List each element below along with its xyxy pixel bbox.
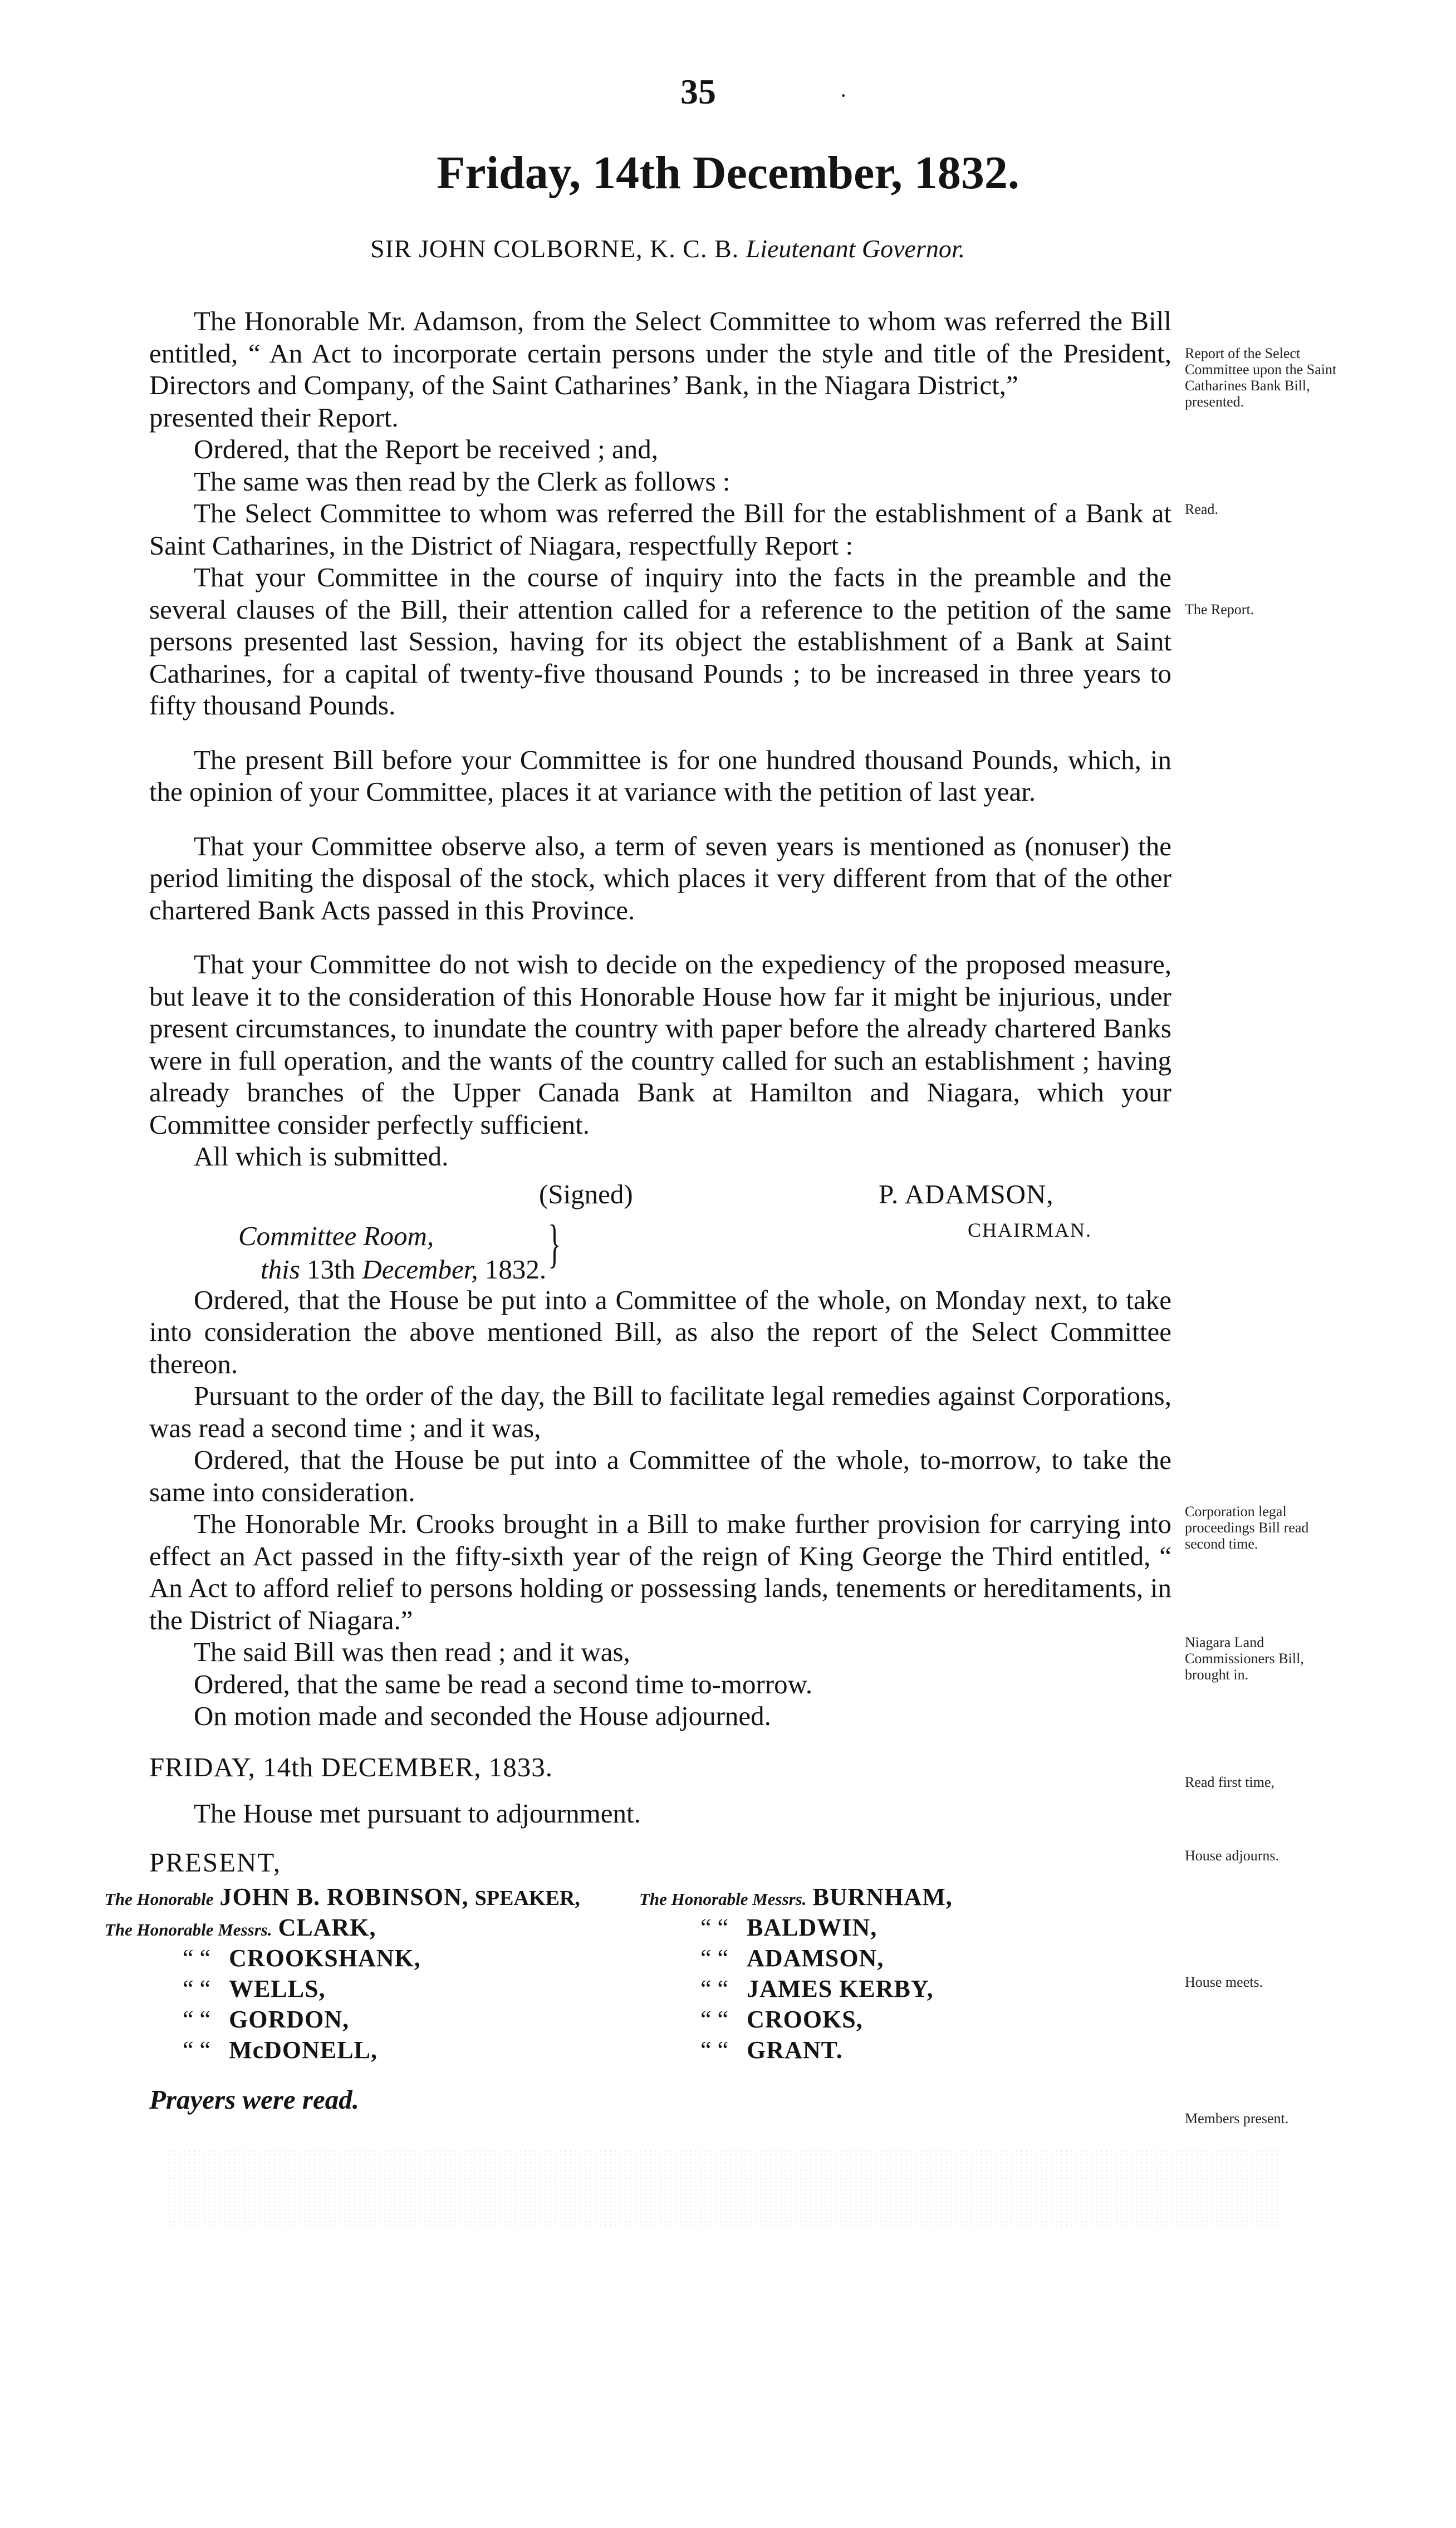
paragraph: The same was then read by the Clerk as follows : xyxy=(194,466,731,497)
member-row: The Honorable Messrs. BURNHAM, xyxy=(639,1883,953,1910)
document-body xyxy=(105,305,1171,2116)
governor-role: Lieutenant Governor. xyxy=(746,234,965,263)
member-row: “ “ CROOKS, xyxy=(700,2006,863,2033)
scan-speckle xyxy=(167,2149,1281,2227)
margin-note: House adjourns. xyxy=(1185,1848,1279,1864)
members-right-column xyxy=(639,1882,953,2065)
member-row: The Honorable JOHN B. ROBINSON, SPEAKER, xyxy=(105,1883,580,1910)
sitting-date: FRIDAY, 14th DECEMBER, 1833. xyxy=(149,1751,553,1782)
paragraph: All which is submitted. xyxy=(194,1141,449,1172)
paragraph: That your Committee in the course of inquiry into the facts in the preamble and the several clauses of the Bill, their attention called for a reference to the petition of the same persons presented last Session, having for its object the establishment of a Bank at Saint Catharines, for a capital of twenty-five thousand Pounds ; to be increased in three years to fifty thousand Pounds. xyxy=(149,562,1171,721)
member-row: “ “ GORDON, xyxy=(183,2006,350,2033)
paragraph: The said Bill was then read ; and it was, xyxy=(194,1637,630,1667)
paragraph: Ordered, that the House be put into a Committee of the whole, on Monday next, to take into consideration the above mentioned Bill, as also the report of the Select Committee thereon. xyxy=(149,1284,1171,1379)
signed-label: (Signed) xyxy=(539,1178,633,1209)
member-row: “ “ BALDWIN, xyxy=(700,1914,877,1941)
signatory-title: CHAIRMAN. xyxy=(968,1218,1092,1241)
margin-note: Read. xyxy=(1185,501,1218,517)
member-row: “ “ GRANT. xyxy=(700,2036,843,2064)
page-title: Friday, 14th December, 1832. xyxy=(437,147,1019,199)
governor-line xyxy=(370,234,965,263)
paragraph: Pursuant to the order of the day, the Bill to facilitate legal remedies against Corporations, was read a second time ; and it was, xyxy=(149,1380,1171,1443)
margin-note: Members present. xyxy=(1185,2110,1289,2127)
committee-room: Committee Room, xyxy=(238,1220,434,1251)
paragraph: That your Committee observe also, a term of seven years is mentioned as (nonuser) the period limiting the disposal of the stock, which places it very different from that of the other chartered Bank Acts passed in this Province. xyxy=(149,830,1171,925)
member-row: The Honorable Messrs. CLARK, xyxy=(105,1914,376,1941)
members-left-column xyxy=(105,1882,580,2065)
margin-note: Report of the Select Committee upon the Saint Catharines Bank Bill, presented. xyxy=(1185,345,1337,410)
member-row: “ “ CROOKSHANK, xyxy=(183,1944,421,1972)
margin-note: The Report. xyxy=(1185,601,1254,618)
prayers-line: Prayers were read. xyxy=(149,2084,359,2115)
paragraph: The Honorable Mr. Crooks brought in a Bill to make further provision for carrying into effect an Act passed in the fifty-sixth year of the reign of King George the Third entitled, “ An Act to afford relief to persons holding or possessing lands, tenements or hereditaments, in the District of Niagara.” xyxy=(149,1508,1171,1635)
signature-date: this 13th December, 1832. xyxy=(261,1253,547,1285)
member-row: “ “ JAMES KERBY, xyxy=(700,1975,934,2002)
margin-note: Corporation legal proceedings Bill read second time. xyxy=(1185,1503,1309,1552)
margin-note: House meets. xyxy=(1185,1974,1263,1990)
member-row: “ “ WELLS, xyxy=(183,1975,326,2002)
governor-name: SIR JOHN COLBORNE, K. C. B. xyxy=(370,234,739,263)
signature-block xyxy=(149,1173,1171,1284)
paragraph: That your Committee do not wish to decide on the expediency of the proposed measure, but leave it to the consideration of this Honorable House how far it might be injurious, under present circumstances, to inundate the country with paper before the already chartered Banks were in full operation, and the wants of the country called for such an establishment ; having already branches of the Upper Canada Bank at Hamilton and Niagara, which your Committee consider perfectly sufficient. xyxy=(149,949,1171,1140)
margin-note: Niagara Land Commissioners Bill, brought in. xyxy=(1185,1634,1304,1683)
paragraph: The Honorable Mr. Adamson, from the Select Committee to whom was referred the Bill entitled, “ An Act to incorporate certain persons under the style and title of the President, Directors and Company, of the Saint Catharines’ Bank, in the Niagara District,” xyxy=(149,306,1171,400)
present-heading: PRESENT, xyxy=(149,1846,281,1878)
page-mark: · xyxy=(840,83,847,108)
paragraph: The Select Committee to whom was referred the Bill for the establishment of a Bank at Saint Catharines, in the District of Niagara, respectfully Report : xyxy=(149,498,1171,561)
paragraph: presented their Report. xyxy=(149,401,399,433)
margin-note: Read first time, xyxy=(1185,1774,1275,1790)
paragraph: Ordered, that the House be put into a Committee of the whole, to-morrow, to take the same into consideration. xyxy=(149,1444,1171,1507)
page-number: 35 xyxy=(680,72,716,111)
paragraph: The House met pursuant to adjournment. xyxy=(194,1798,641,1829)
member-row: “ “ ADAMSON, xyxy=(700,1944,884,1972)
member-row: “ “ McDONELL, xyxy=(183,2036,378,2064)
members-list xyxy=(105,1882,1171,2074)
paragraph: The present Bill before your Committee is for one hundred thousand Pounds, which, in the opinion of your Committee, places it at variance with the petition of last year. xyxy=(149,744,1171,807)
brace-glyph: } xyxy=(548,1213,561,1273)
paragraph: On motion made and seconded the House adjourned. xyxy=(194,1701,771,1731)
signatory-name: P. ADAMSON, xyxy=(879,1178,1054,1209)
paragraph: Ordered, that the Report be received ; and, xyxy=(194,434,659,464)
paragraph: Ordered, that the same be read a second time to-morrow. xyxy=(194,1668,813,1699)
